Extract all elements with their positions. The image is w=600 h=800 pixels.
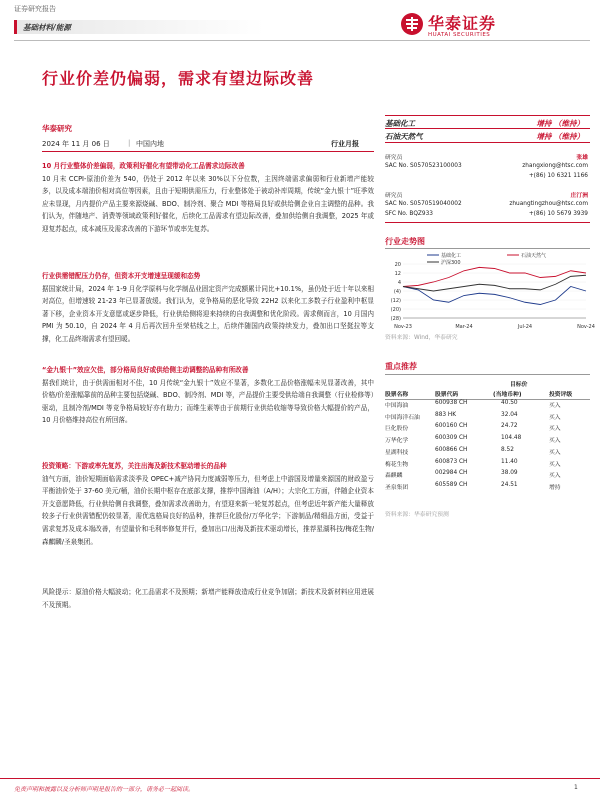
- meta-rule: [42, 151, 374, 152]
- legend-label: 基础化工: [441, 253, 462, 259]
- series-line: [403, 267, 586, 286]
- logo-en: HUATAI SECURITIES: [428, 32, 491, 38]
- section-3-body: 据我们统计，由于供需面相对不佳，10 月传统“金九银十”效应不显著，多数化工品价格涨幅未见显著改善，其中价格/价差涨幅靠前的品种主要包括烧碱、BDO、制冷剂、MDI 等，产品提价主要受供给端自我调整（行业检修等）驱动，且制冷剂/MDI 等竞争格局较好亦有助力；而维生素等由于前期行业供给收缩等导致价格大幅提价的产品，10 月价格维持高位有所回落。: [42, 378, 374, 425]
- section-3-heading: “金九银十”效应欠佳，部分格局良好或供给侧主动调整的品种有所改善: [42, 366, 249, 374]
- analyst-name: 张雄: [576, 155, 588, 161]
- footer-rule: [0, 778, 600, 779]
- rating: 买入: [549, 414, 561, 421]
- stock-name: 圣泉集团: [385, 484, 409, 491]
- rating-row: [385, 129, 590, 143]
- stock-name: 中国海洋石油: [385, 414, 420, 421]
- chart-heading: 行业走势图: [385, 237, 425, 246]
- target-price: 24.51: [501, 481, 518, 488]
- category-label: 基础材料/能源: [23, 23, 71, 32]
- stock-code: 600873 CH: [435, 458, 468, 465]
- series-line: [403, 287, 586, 305]
- rating-sector: 石油天然气: [385, 132, 423, 141]
- x-tick-label: Nov-23: [394, 324, 412, 330]
- col-header: 投资评级: [549, 392, 573, 398]
- rating: 买入: [549, 426, 561, 433]
- col-header: 股票名称: [385, 392, 409, 398]
- y-tick-label: 20: [394, 262, 401, 268]
- y-tick-label: (4): [393, 289, 401, 295]
- section-2-heading: 行业供需错配压力仍存，但资本开支增速呈现缓和态势: [42, 272, 201, 280]
- analyst-phone: +(86) 10 5679 3939: [528, 211, 588, 217]
- rating: 买入: [549, 438, 561, 445]
- chart-source: 资料来源：Wind，华泰研究: [385, 335, 458, 341]
- section-2: [42, 270, 374, 346]
- huatai-logo-icon: [400, 12, 424, 36]
- table-row: [385, 434, 590, 446]
- section-4-heading: 投资策略：下游或率先复苏，关注出海及新技术驱动增长的品种: [42, 462, 227, 470]
- rating: 买入: [549, 461, 561, 468]
- section-1: [42, 160, 374, 236]
- analyst-sac: SAC No. S0570523100003: [385, 163, 462, 169]
- report-title: 行业价差仍偏弱，需求有望边际改善: [42, 69, 315, 88]
- target-price: 11.40: [501, 458, 518, 465]
- section-1-heading: 10 月行业整体价差偏弱，政策利好催化有望带动化工品需求边际改善: [42, 162, 245, 170]
- picks-source: 资料来源：华泰研究预测: [385, 512, 449, 518]
- y-tick-label: (20): [390, 307, 401, 313]
- analyst-card: [385, 190, 590, 230]
- col-header: (当地币种): [493, 392, 522, 398]
- rating-value: 增持 （维持）: [536, 132, 584, 141]
- stock-code: 600160 CH: [435, 423, 468, 430]
- table-row: [385, 422, 590, 434]
- analyst-role: 研究员: [385, 193, 403, 199]
- analyst-sfc: SFC No. BQZ933: [385, 211, 433, 217]
- col-header: 股票代码: [435, 392, 459, 398]
- stock-name: 森麒麟: [385, 473, 403, 480]
- rating: 增持: [549, 484, 561, 491]
- risk-warning: 风险提示：原油价格大幅波动；化工品需求不及预期；新增产能释放造成行业竞争加剧；新技术及新材料应用进展不及预期。: [42, 588, 374, 609]
- footer-disclaimer: 免责声明和披露以及分析师声明是报告的一部分，请务必一起阅读。: [14, 786, 195, 793]
- chart-heading-rule: [385, 248, 590, 249]
- rating-value: 增持 （维持）: [536, 119, 584, 128]
- table-row: [385, 458, 590, 470]
- target-price: 38.09: [501, 470, 518, 477]
- rating-sector: 基础化工: [385, 119, 415, 128]
- picks-heading-rule: [385, 374, 590, 375]
- y-tick-label: (12): [390, 298, 401, 304]
- analyst-sac: SAC No. S0570519040002: [385, 201, 462, 207]
- x-tick-label: Mar-24: [455, 324, 473, 330]
- section-1-body: 10 月末 CCPI-原油价差为 540，仍处于 2012 年以来 30%以下分位数，主因终端需求偏弱和行业新增产能较多，以及成本端油价相对高位等因素，且由于短期供需压力，行业整体处于被动补库周期，传统“金九银十”旺季效应未显现，月内提价产品主要来源烧碱、BDO、制冷剂、聚合 MDI 等格局良好或供给侧企业自主调整的品种。我们认为，伴随地产、消费等领域政策利好催化，后续化工品需求有望边际改善，叠加供给侧自我调整，2025 年或迎复苏起点，成本减压及需求改善的下游环节或率先复苏。: [42, 174, 374, 233]
- stock-name: 星湖科技: [385, 449, 409, 456]
- section-2-body: 据国家统计局，2024 年 1-9 月化学原料与化学制品业固定资产完成额累计同比+10.1%，虽仍处于近十年以来相对高位，但增速较 21-23 年已显著放缓。我们认为，竞争格局的恶化导致 22H2 以来化工多数子行业盈利中枢显著下移，企业资本开支意愿或逐步降低，行业供给侧将迎来持续的自我调整和优化阶段。需求侧而言，10 月国内 PMI 为 50.10，自 2024 年 4 月后再次回升至荣枯线之上，后续伴随国内政策持续发力，叠加出口坚挺拉等支撑，化工品终端需求有望回暖。: [42, 284, 374, 343]
- rating: 买入: [549, 449, 561, 456]
- stock-name: 万华化学: [385, 438, 409, 445]
- target-price: 32.04: [501, 411, 518, 418]
- table-row: [385, 411, 590, 423]
- stock-code: 600866 CH: [435, 446, 468, 453]
- report-type-label: 证券研究报告: [14, 5, 56, 13]
- analyst-rule: [385, 222, 590, 223]
- legend-label: 沪深300: [441, 260, 461, 266]
- stock-code: 605589 CH: [435, 481, 468, 488]
- company-logo: [400, 10, 590, 44]
- picks-table: [385, 378, 590, 518]
- table-row: [385, 446, 590, 458]
- rating-row: [385, 115, 590, 129]
- section-4-body: 油气方面，油价短期面临需求淡季及 OPEC+减产协同力度减弱等压力，但考虑上中游国及增量来源国的财政盈亏平衡油价处于 37-60 美元/桶，油价长期中枢存在底部支撑，推荐中国海油（A/H）；大宗化工方面，伴随企业资本开支意愿降低，行业供给侧自我调整，叠加需求改善助力，有望迎来新一轮复苏起点，但考虑近年新产能大量释放较多子行业供需错配仍较显著，需优选格局良好的品种，推荐巨化股份/万华化学；下游制品/精细品方面，受益于需求复苏及成本端改善，有望量价和毛利率修复并行，叠加出口/出海及新技术驱动增长，推荐星湖科技/梅花生物/森麒麟/圣泉集团。: [42, 474, 374, 546]
- table-row: [385, 469, 590, 481]
- stock-code: 002984 CH: [435, 470, 468, 477]
- section-4: [42, 460, 374, 548]
- trend-chart: [385, 252, 595, 330]
- col-target-label: 目标价: [510, 382, 528, 388]
- report-kind: 行业月报: [331, 140, 359, 148]
- page-number: 1: [574, 784, 578, 791]
- analyst-phone: +(86) 10 6321 1166: [528, 173, 588, 179]
- stock-name: 梅花生物: [385, 461, 409, 468]
- x-tick-label: Nov-24: [577, 324, 595, 330]
- org-name: 华泰研究: [42, 124, 72, 133]
- report-region: 中国内地: [136, 140, 164, 148]
- meta-separator: |: [128, 139, 131, 147]
- y-tick-label: 12: [394, 271, 401, 277]
- analyst-role: 研究员: [385, 155, 403, 161]
- target-price: 40.50: [501, 400, 518, 406]
- picks-heading: 重点推荐: [385, 362, 417, 371]
- analyst-card: [385, 152, 590, 192]
- stock-name: 中国海油: [385, 403, 409, 409]
- target-price: 104.48: [501, 435, 522, 442]
- legend-label: 石油天然气: [521, 253, 547, 259]
- header-divider: [14, 40, 590, 41]
- stock-code: 600309 CH: [435, 435, 468, 442]
- x-tick-label: Jul-24: [517, 324, 533, 330]
- section-3: [42, 364, 374, 427]
- y-tick-label: 4: [397, 280, 401, 286]
- rating: 买入: [549, 403, 561, 409]
- logo-cn: 华泰证券: [428, 14, 497, 33]
- stock-code: 600938 CH: [435, 400, 468, 406]
- stock-name: 巨化股份: [385, 426, 409, 433]
- target-price: 24.72: [501, 423, 518, 430]
- report-date: 2024 年 11 月 06 日: [42, 140, 110, 148]
- table-row: [385, 481, 590, 493]
- target-price: 8.52: [501, 446, 514, 453]
- table-row: [385, 399, 590, 411]
- analyst-email: zhuangtingzhou@htsc.com: [509, 201, 588, 207]
- y-tick-label: (28): [390, 316, 401, 322]
- table-header-row: [385, 388, 590, 400]
- analyst-name: 庄汀洲: [570, 193, 588, 199]
- ratings-box: [385, 115, 590, 143]
- category-bar: [14, 20, 264, 34]
- analyst-email: zhangxiong@htsc.com: [522, 163, 588, 169]
- rating: 买入: [549, 473, 561, 480]
- stock-code: 883 HK: [435, 411, 457, 418]
